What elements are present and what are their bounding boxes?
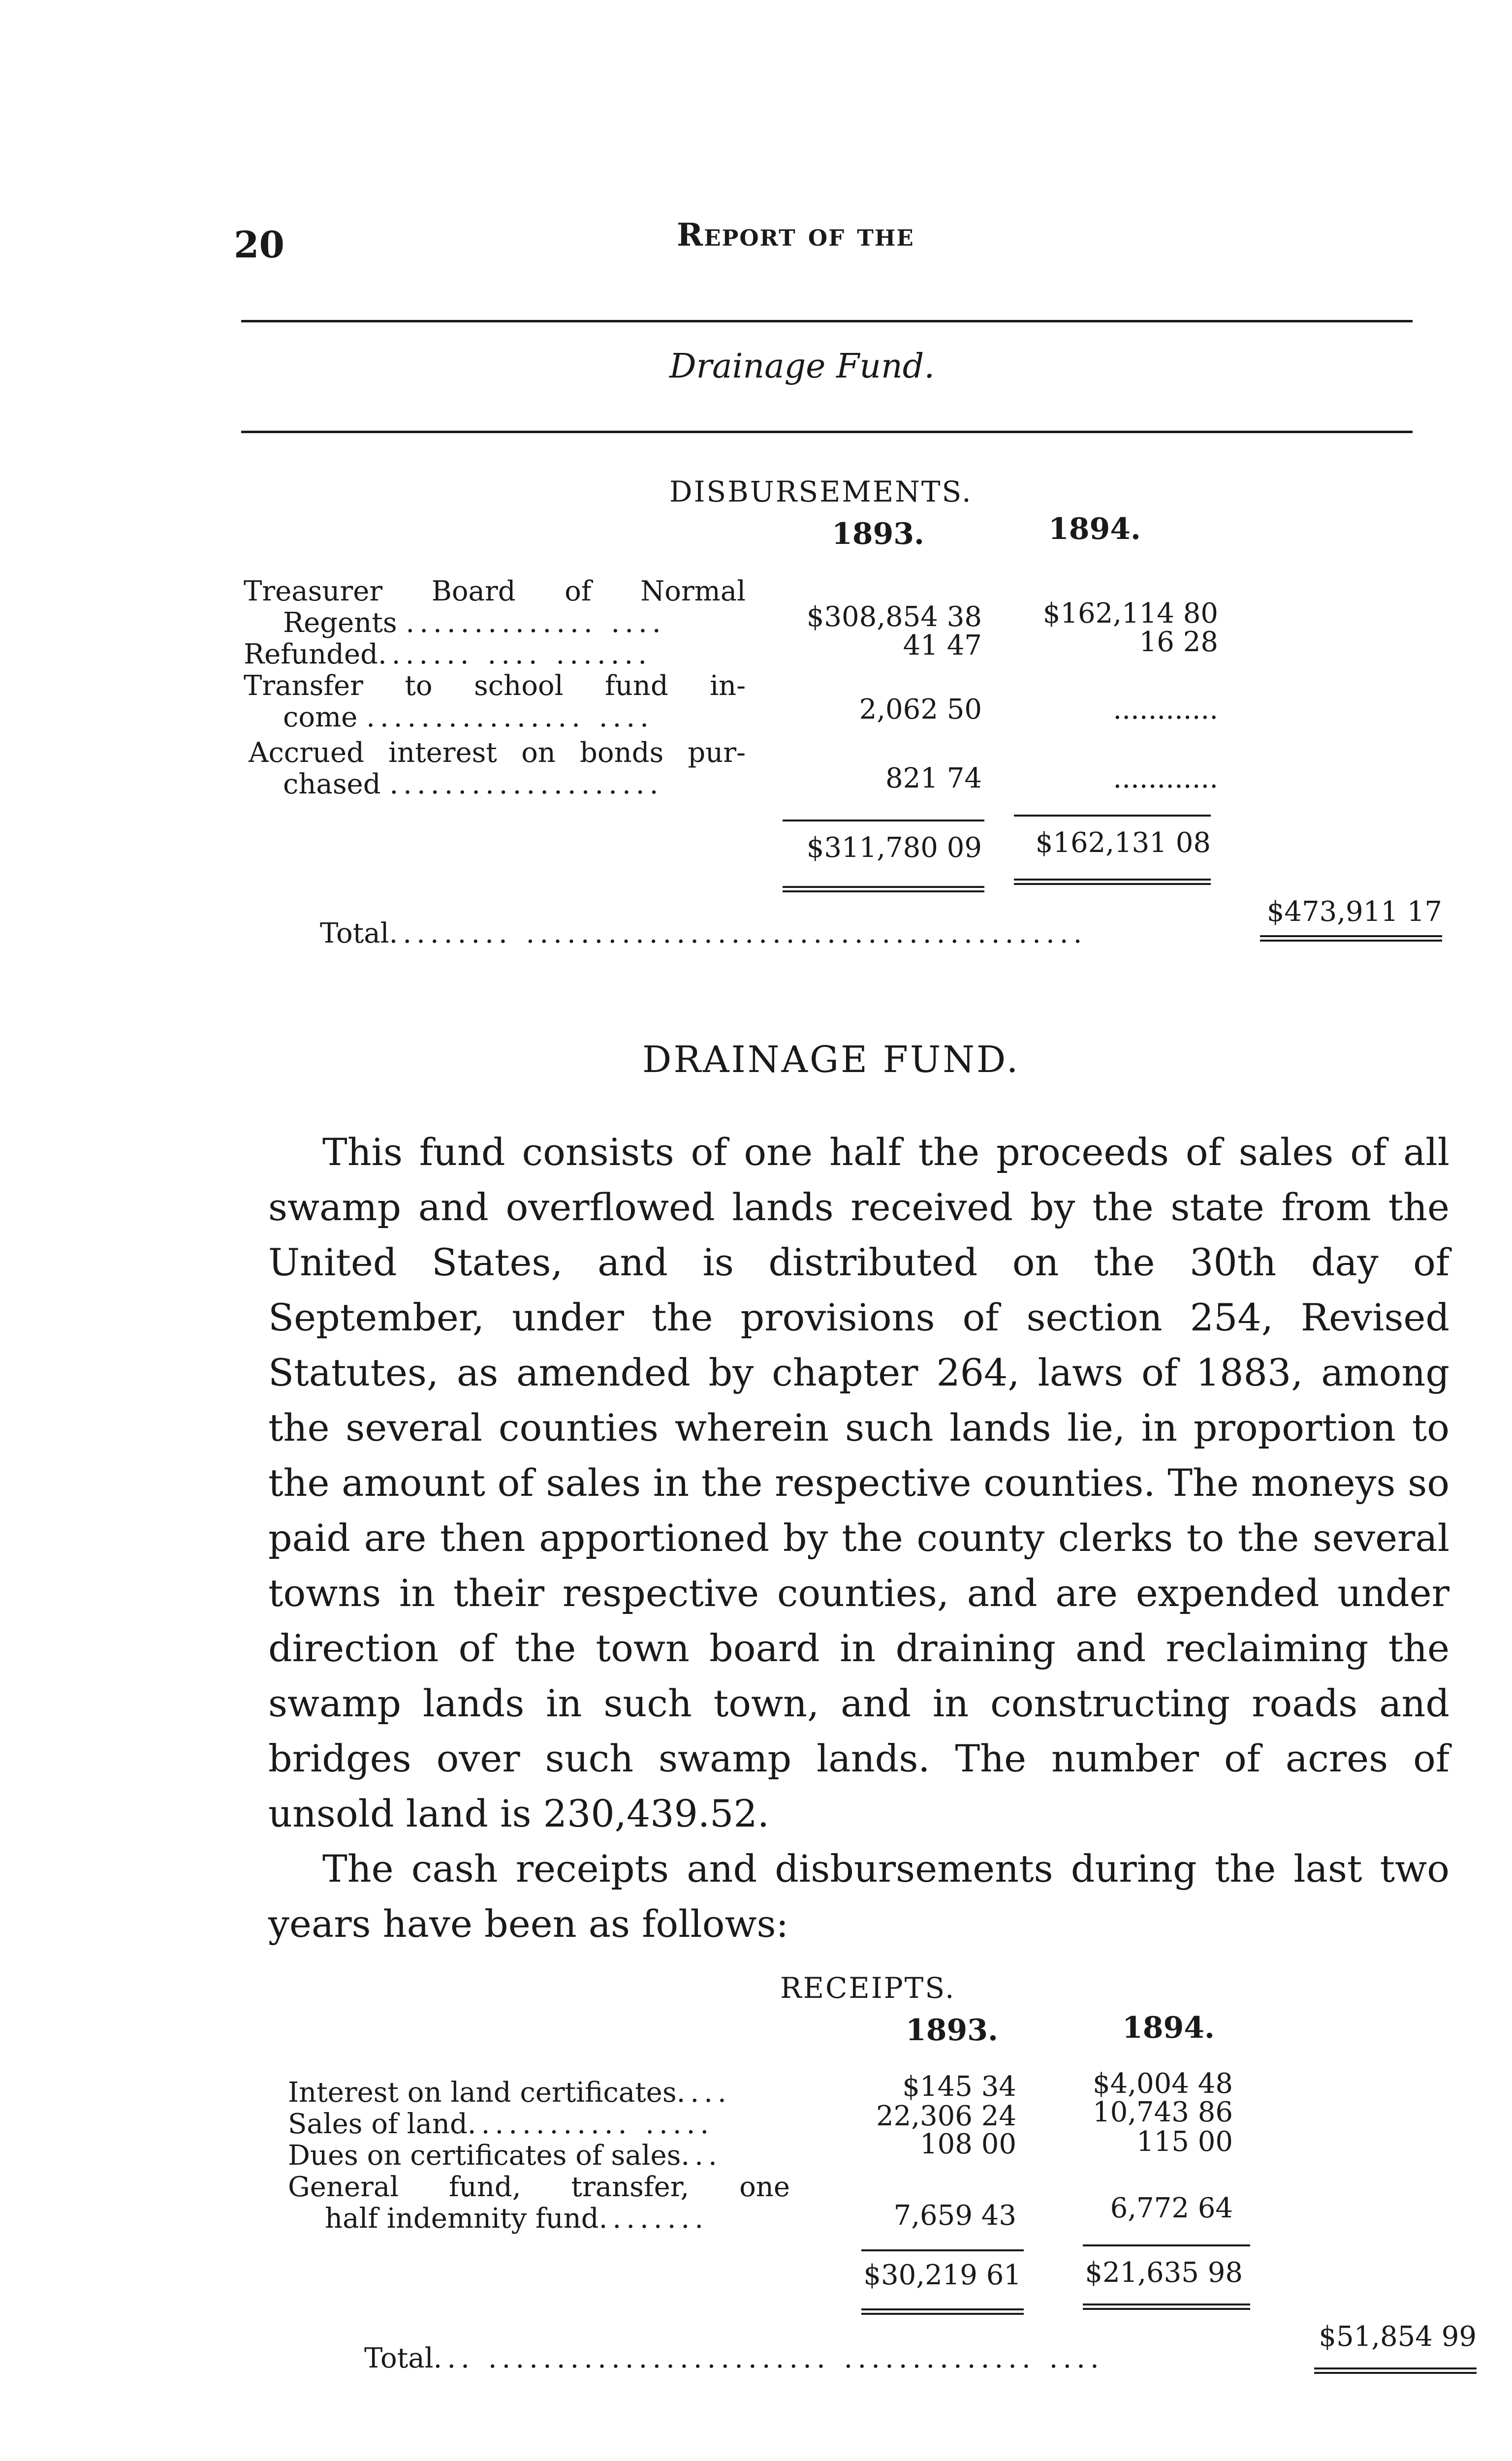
rcpt-value-1893: 7,659 43 bbox=[893, 2200, 1016, 2232]
section-rule bbox=[241, 431, 1413, 433]
rcpt-value-1893: 22,306 24 bbox=[876, 2100, 1016, 2132]
disb-value-1893: 821 74 bbox=[885, 762, 982, 794]
disb-row-label: Treasurer Board of Normal bbox=[244, 575, 746, 607]
rcpt-total-row: Total... ......................... .............. .... bbox=[364, 2342, 1104, 2374]
disb-value-1893: 2,062 50 bbox=[859, 694, 982, 726]
body-paragraph: This fund consists of one half the proceeds of sales of all swamp and overflowed lands received by the state from the United States, and is distributed on the 30th day of September, under the provisions of section 254, Revised Statutes, as amended by chapter 264, laws of 1883, among the several counties wherein such lands lie, in proportion to the amount of sales in the respective counties. The moneys so paid are then apportioned by the county clerks to the several towns in their respective counties, and are expended under direction of the town board in draining and reclaiming the swamp lands in such town, and in constructing roads and bridges over such swamp lands. The number of acres of unsold land is 230,439.52. bbox=[268, 1130, 1449, 1835]
rcpt-row-label: Sales of land............ ..... bbox=[288, 2108, 714, 2140]
top-rule bbox=[241, 320, 1413, 322]
drainage-fund-heading: DRAINAGE FUND. bbox=[642, 1039, 1020, 1081]
rcpt-value-1893: $145 34 bbox=[902, 2071, 1016, 2103]
page-number: 20 bbox=[234, 224, 284, 266]
disb-total-row: Total......... ......................................... bbox=[320, 917, 1087, 949]
disbursements-heading: DISBURSEMENTS. bbox=[669, 475, 973, 508]
rcpt-value-1894: 115 00 bbox=[1136, 2126, 1233, 2158]
rcpt-value-1894: 10,743 86 bbox=[1092, 2096, 1233, 2128]
disb-row-label: Regents .............. .... bbox=[283, 607, 666, 639]
disb-row-label: Accrued interest on bonds pur- bbox=[249, 737, 746, 769]
rcpt-double-rule-1894 bbox=[1083, 2303, 1250, 2310]
rcpt-value-1894: $4,004 48 bbox=[1092, 2068, 1233, 2100]
disb-year-1894: 1894. bbox=[1048, 512, 1141, 546]
disb-rule-1893 bbox=[783, 820, 984, 821]
disb-value-1894: 16 28 bbox=[1139, 626, 1218, 658]
rcpt-subtotal-1894: $21,635 98 bbox=[1085, 2257, 1243, 2289]
disb-grand-total: $473,911 17 bbox=[1266, 896, 1442, 928]
disb-subtotal-1894: $162,131 08 bbox=[1035, 827, 1211, 859]
rcpt-rule-1894 bbox=[1083, 2244, 1250, 2246]
disb-subtotal-1893: $311,780 09 bbox=[806, 832, 982, 864]
disb-row-label: chased .................... bbox=[283, 768, 663, 800]
rcpt-row-label: half indemnity fund........ bbox=[325, 2203, 708, 2235]
disb-row-label: Transfer to school fund in- bbox=[244, 670, 746, 702]
rcpt-value-1894: 6,772 64 bbox=[1110, 2192, 1233, 2224]
disb-year-1893: 1893. bbox=[832, 517, 924, 551]
rcpt-rule-1893 bbox=[861, 2249, 1024, 2251]
body-paragraph: The cash receipts and disbursements during the last two years have been as follows: bbox=[268, 1847, 1449, 1946]
receipts-heading: RECEIPTS. bbox=[780, 1971, 956, 2005]
rcpt-subtotal-1893: $30,219 61 bbox=[863, 2259, 1021, 2291]
rcpt-grand-total-rule bbox=[1314, 2367, 1477, 2374]
section-title: Drainage Fund. bbox=[669, 347, 935, 386]
disbursements-table bbox=[244, 576, 1449, 832]
rcpt-year-1893: 1893. bbox=[906, 2013, 998, 2048]
disb-rule-1894 bbox=[1014, 815, 1211, 817]
disb-value-1893: $308,854 38 bbox=[806, 601, 982, 633]
rcpt-grand-total: $51,854 99 bbox=[1319, 2321, 1477, 2353]
disb-double-rule-1893 bbox=[783, 886, 984, 892]
disb-double-rule-1894 bbox=[1014, 879, 1211, 885]
rcpt-year-1894: 1894. bbox=[1122, 2011, 1215, 2045]
disb-row-label: Refunded....... .... ....... bbox=[244, 638, 652, 670]
rcpt-row-label: Interest on land certificates.... bbox=[288, 2077, 731, 2109]
disb-value-1893: 41 47 bbox=[903, 630, 982, 662]
receipts-table bbox=[288, 2068, 1469, 2264]
body-text bbox=[268, 1125, 1449, 1952]
disb-value-1894: $162,114 80 bbox=[1042, 598, 1218, 630]
disb-grand-total-rule bbox=[1260, 935, 1442, 942]
disb-row-label: come ................ .... bbox=[283, 701, 654, 733]
rcpt-row-label: General fund, transfer, one bbox=[288, 2171, 790, 2203]
running-title: Report of the bbox=[677, 217, 914, 253]
rcpt-double-rule-1893 bbox=[861, 2308, 1024, 2315]
disb-value-1894: ............ bbox=[1113, 762, 1218, 794]
disb-value-1894: ............ bbox=[1113, 694, 1218, 726]
rcpt-row-label: Dues on certificates of sales... bbox=[288, 2140, 722, 2172]
rcpt-value-1893: 108 00 bbox=[920, 2128, 1016, 2160]
